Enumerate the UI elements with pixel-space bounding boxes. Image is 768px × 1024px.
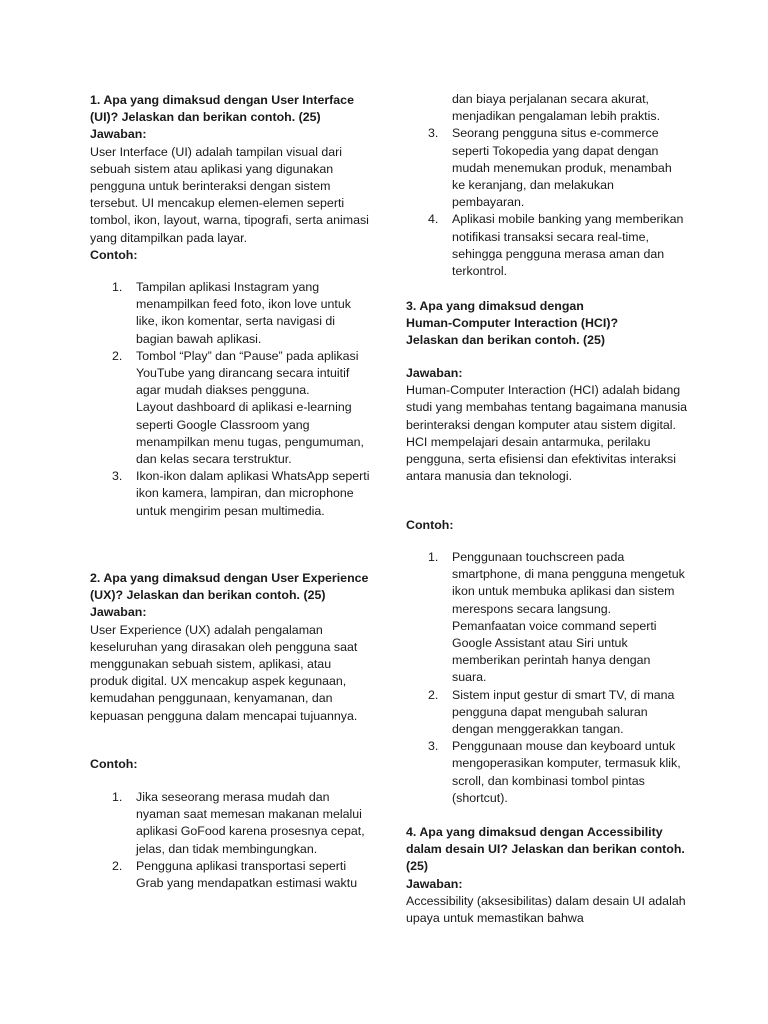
- list-item-text: Tampilan aplikasi Instagram yang menampilkan feed foto, ikon love untuk like, ikon komentar, serta navigasi di bagian bawah aplikasi.: [136, 280, 351, 346]
- list-item-number: 3.: [428, 739, 439, 754]
- list-item-text: Ikon-ikon dalam aplikasi WhatsApp seperti ikon kamera, lampiran, dan microphone untuk mengirim pesan multimedia.: [136, 469, 370, 518]
- list-item-number: 2.: [428, 687, 439, 702]
- question-1-example-label: Contoh:: [90, 247, 138, 262]
- list-item-extra-text: Layout dashboard di aplikasi e-learning seperti Google Classroom yang menampilkan menu tugas, pengumuman, dan kelas secara terstruktur.: [136, 400, 364, 467]
- question-4-title: 4. Apa yang dimaksud dengan Accessibility dalam desain UI? Jelaskan dan berikan contoh. (25): [406, 825, 685, 874]
- question-1-title: 1. Apa yang dimaksud dengan User Interface (UI)? Jelaskan dan berikan contoh. (25): [90, 93, 354, 125]
- question-2-example-list: [90, 789, 370, 892]
- question-3-answer-label: Jawaban:: [406, 366, 463, 380]
- list-item-number: 3.: [428, 126, 439, 141]
- list-item: [406, 738, 688, 807]
- question-3: [406, 365, 688, 485]
- question-4-answer: Accessibility (aksesibilitas) dalam desain UI adalah upaya untuk memastikan bahwa: [406, 893, 686, 926]
- list-item-number: 1.: [428, 550, 439, 564]
- list-item-number: 2.: [112, 858, 123, 873]
- question-3-title: 3. Apa yang dimaksud dengan Human-Computer Interaction (HCI)? Jelaskan dan berikan contoh. (25): [406, 299, 619, 348]
- list-item: [406, 211, 688, 280]
- list-item-text: Seorang pengguna situs e-commerce seperti Tokopedia yang dapat dengan mudah menemukan produk, menambah ke keranjang, dan melakukan pembayaran.: [452, 126, 672, 210]
- list-item: [90, 468, 370, 520]
- list-item-text: Penggunaan touchscreen pada smartphone, di mana pengguna mengetuk ikon untuk membuka aplikasi dan sistem merespons secara langsung.: [452, 550, 685, 616]
- list-item: [90, 279, 370, 348]
- question-2: [90, 570, 370, 725]
- question-2-example-list-continued: [406, 125, 688, 280]
- question-3-answer: Human-Computer Interaction (HCI) adalah bidang studi yang membahas tentang bagaimana manusia berinteraksi dengan komputer atau sistem digital. HCI mempelajari desain antarmuka, perilaku pengguna, serta efisiensi dan efektivitas interaksi antara manusia dan teknologi.: [406, 383, 688, 484]
- question-1-answer: User Interface (UI) adalah tampilan visual dari sebuah sistem atau aplikasi yang digunakan pengguna untuk berinteraksi dengan sistem tersebut. UI mencakup elemen-elemen seperti tombol, ikon, layout, warna, tipografi, serta animasi yang ditampilkan pada layar.: [90, 144, 369, 245]
- list-item-text: Pengguna aplikasi transportasi seperti Grab yang mendapatkan estimasi waktu: [136, 858, 358, 891]
- question-1-example-list: [90, 279, 370, 520]
- list-item: [90, 858, 370, 892]
- list-item: [406, 549, 688, 687]
- question-2-answer: User Experience (UX) adalah pengalaman keseluruhan yang dirasakan oleh pengguna saat menggunakan sebuah sistem, aplikasi, atau produk digital. UX mencakup aspek kegunaan, kemudahan penggunaan, kenyamanan, dan kepuasan pengguna dalam mencapai tujuannya.: [90, 622, 358, 723]
- question-2-example-label: Contoh:: [90, 757, 138, 771]
- list-item-text: Penggunaan mouse dan keyboard untuk mengoperasikan komputer, termasuk klik, scroll, dan kombinasi tombol pintas (shortcut).: [452, 739, 681, 805]
- list-item-number: 4.: [428, 212, 439, 227]
- list-item-extra-text: Pemanfaatan voice command seperti Google Assistant atau Siri untuk memberikan perintah hanya dengan suara.: [452, 618, 657, 685]
- list-item-number: 3.: [112, 469, 123, 484]
- question-1-answer-label: Jawaban:: [90, 127, 147, 142]
- question-2-title: 2. Apa yang dimaksud dengan User Experience (UX)? Jelaskan dan berikan contoh. (25): [90, 571, 369, 603]
- question-3-example-label: Contoh:: [406, 518, 454, 532]
- list-item-text: Sistem input gestur di smart TV, di mana pengguna dapat mengubah saluran dengan menggerakkan tangan.: [452, 687, 675, 737]
- list-item-text: Jika seseorang merasa mudah dan nyaman saat memesan makanan melalui aplikasi GoFood karena prosesnya cepat, jelas, dan tidak membingungkan.: [136, 790, 365, 856]
- list-item: [90, 789, 370, 858]
- question-2-continued: [406, 91, 688, 280]
- list-item-number: 1.: [112, 790, 123, 804]
- list-item-continued-text: dan biaya perjalanan secara akurat, menjadikan pengalaman lebih praktis.: [452, 92, 661, 124]
- list-item: [406, 687, 688, 739]
- list-item-number: 2.: [112, 348, 123, 363]
- question-4-answer-label: Jawaban:: [406, 876, 463, 891]
- question-3-example-list: [406, 549, 688, 807]
- list-item-number: 1.: [112, 280, 123, 294]
- list-item: [406, 125, 688, 211]
- list-item-text: Tombol “Play” dan “Pause” pada aplikasi YouTube yang dirancang secara intuitif agar mudah diakses pengguna.: [136, 348, 359, 398]
- list-item-text: Aplikasi mobile banking yang memberikan notifikasi transaksi secara real-time, sehingga pengguna merasa aman dan terkontrol.: [452, 212, 684, 279]
- question-4: [406, 824, 688, 927]
- question-2-answer-label: Jawaban:: [90, 605, 147, 620]
- question-1: [90, 92, 370, 264]
- list-item: [90, 348, 370, 468]
